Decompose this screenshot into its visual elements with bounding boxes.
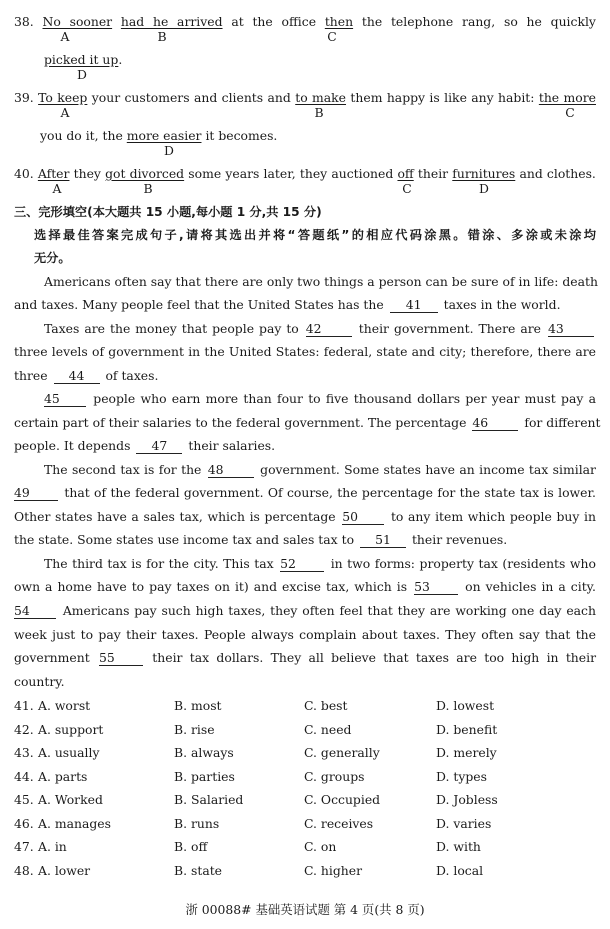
option-row-43: 43. A. usually B. always C. generally D. merely: [14, 745, 497, 760]
blank-47[interactable]: 47: [136, 439, 182, 454]
q39-option-c: the more: [538, 90, 596, 105]
label-c: C: [327, 29, 337, 44]
blank-42[interactable]: 42: [306, 322, 352, 337]
question-number: 39.: [14, 90, 34, 105]
passage-line: certain part of their salaries to the federal government. The percentage 46 for different: [14, 415, 601, 430]
q39-option-b: to make: [295, 90, 347, 105]
blank-51[interactable]: 51: [360, 533, 406, 548]
passage-line: Americans often say that there are only two things a person can be sure of in life: death: [44, 274, 598, 289]
page-footer: 浙 00088# 基础英语试题 第 4 页(共 8 页): [185, 902, 425, 917]
q38-option-c: then: [324, 14, 354, 29]
option-row-44: 44. A. parts B. parties C. groups D. types: [14, 768, 487, 784]
label-a: A: [52, 181, 62, 196]
blank-50[interactable]: 50: [342, 510, 384, 525]
passage-line: government 55 their tax dollars. They all believe that taxes are too high in their: [14, 650, 596, 665]
option-row-45: 45. A. Worked B. Salaried C. Occupied D. Jobless: [14, 792, 498, 807]
question-number: 38.: [14, 14, 34, 29]
label-a: A: [60, 105, 70, 120]
q39-option-a: To keep: [38, 90, 88, 105]
option-row-47: 47. A. in B. off C. on D. with: [14, 839, 481, 854]
option-row-41: 41. A. worst B. most C. best D. lowest: [14, 698, 495, 713]
label-c: C: [565, 105, 575, 120]
q40-option-c: off: [397, 166, 414, 181]
option-row-48: 48. A. lower B. state C. higher D. local: [14, 862, 484, 878]
passage-line: three levels of government in the United States: federal, state and city; therefore, there are: [14, 344, 596, 359]
label-b: B: [157, 29, 167, 44]
label-c: C: [402, 181, 412, 196]
blank-44[interactable]: 44: [54, 369, 100, 384]
section-title: 三、完形填空(本大题共 15 小题,每小题 1 分,共 15 分): [14, 205, 322, 219]
passage-line: Taxes are the money that people pay to 42 their government. There are 43: [44, 321, 596, 337]
blank-45[interactable]: 45: [44, 392, 86, 407]
passage-line: Other states have a sales tax, which is percentage 50 to any item which people buy in: [14, 509, 596, 524]
blank-52[interactable]: 52: [280, 557, 324, 572]
passage-line: own a home have to pay taxes on it) and excise tax, which is 53 on vehicles in a city.: [14, 579, 596, 594]
passage-line: people. It depends 47 their salaries.: [14, 438, 276, 453]
blank-46[interactable]: 46: [472, 416, 518, 431]
blank-55[interactable]: 55: [99, 651, 143, 666]
passage-line: 54 Americans pay such high taxes, they often feel that they are working one day each: [14, 603, 596, 618]
option-row-42: 42. A. support B. rise C. need D. benefit: [14, 721, 498, 737]
blank-48[interactable]: 48: [208, 463, 254, 478]
q38-option-b: had he arrived: [120, 14, 223, 29]
q38-option-d: picked it up: [44, 52, 119, 67]
passage-line: 49 that of the federal government. Of course, the percentage for the state tax is lower.: [14, 485, 596, 500]
passage-line: The second tax is for the 48 government. Some states have an income tax similar: [44, 462, 596, 477]
question-38-line-2: picked it up.: [44, 52, 123, 67]
passage-line: the state. Some states use income tax and sales tax to 51 their revenues.: [14, 532, 508, 547]
passage-line: three 44 of taxes.: [14, 368, 159, 383]
label-b: B: [314, 105, 324, 120]
question-38-line-1: 38. No sooner had he arrived at the office then the telephone rang, so he quickly: [14, 14, 596, 29]
passage-line: country.: [14, 674, 65, 689]
blank-49[interactable]: 49: [14, 486, 58, 501]
label-d: D: [479, 181, 489, 196]
question-39-line-1: 39. To keep your customers and clients and to make them happy is like any habit: the more: [14, 90, 596, 105]
passage-line: and taxes. Many people feel that the United States has the 41 taxes in the world.: [14, 297, 561, 312]
passage-line: The third tax is for the city. This tax 52 in two forms: property tax (residents who: [44, 556, 596, 571]
question-40-line-1: 40. After they got divorced some years later, they auctioned off their furnitures and clothes.: [14, 166, 596, 181]
question-39-line-2: you do it, the more easier it becomes.: [40, 128, 278, 143]
blank-54[interactable]: 54: [14, 604, 56, 619]
q39-option-d: more easier: [126, 128, 202, 143]
label-d: D: [164, 143, 174, 158]
blank-41[interactable]: 41: [390, 298, 438, 313]
section-instruction: 选择最佳答案完成句子,请将其选出并将“答题纸”的相应代码涂黑。错涂、多涂或未涂均: [34, 228, 596, 242]
blank-43[interactable]: 43: [548, 322, 594, 337]
option-row-46: 46. A. manages B. runs C. receives D. varies: [14, 815, 492, 831]
label-a: A: [60, 29, 70, 44]
passage-line: week just to pay their taxes. People always complain about taxes. They often say that the: [14, 627, 596, 642]
q40-option-b: got divorced: [105, 166, 185, 181]
label-b: B: [143, 181, 153, 196]
passage-line: 45 people who earn more than four to five thousand dollars per year must pay a: [44, 391, 596, 406]
q38-option-a: No sooner: [42, 14, 113, 29]
q40-option-a: After: [37, 166, 70, 181]
label-d: D: [77, 67, 87, 82]
question-number: 40.: [14, 166, 34, 181]
q40-option-d: furnitures: [452, 166, 516, 181]
blank-53[interactable]: 53: [414, 580, 458, 595]
section-instruction-cont: 无分。: [34, 251, 71, 265]
